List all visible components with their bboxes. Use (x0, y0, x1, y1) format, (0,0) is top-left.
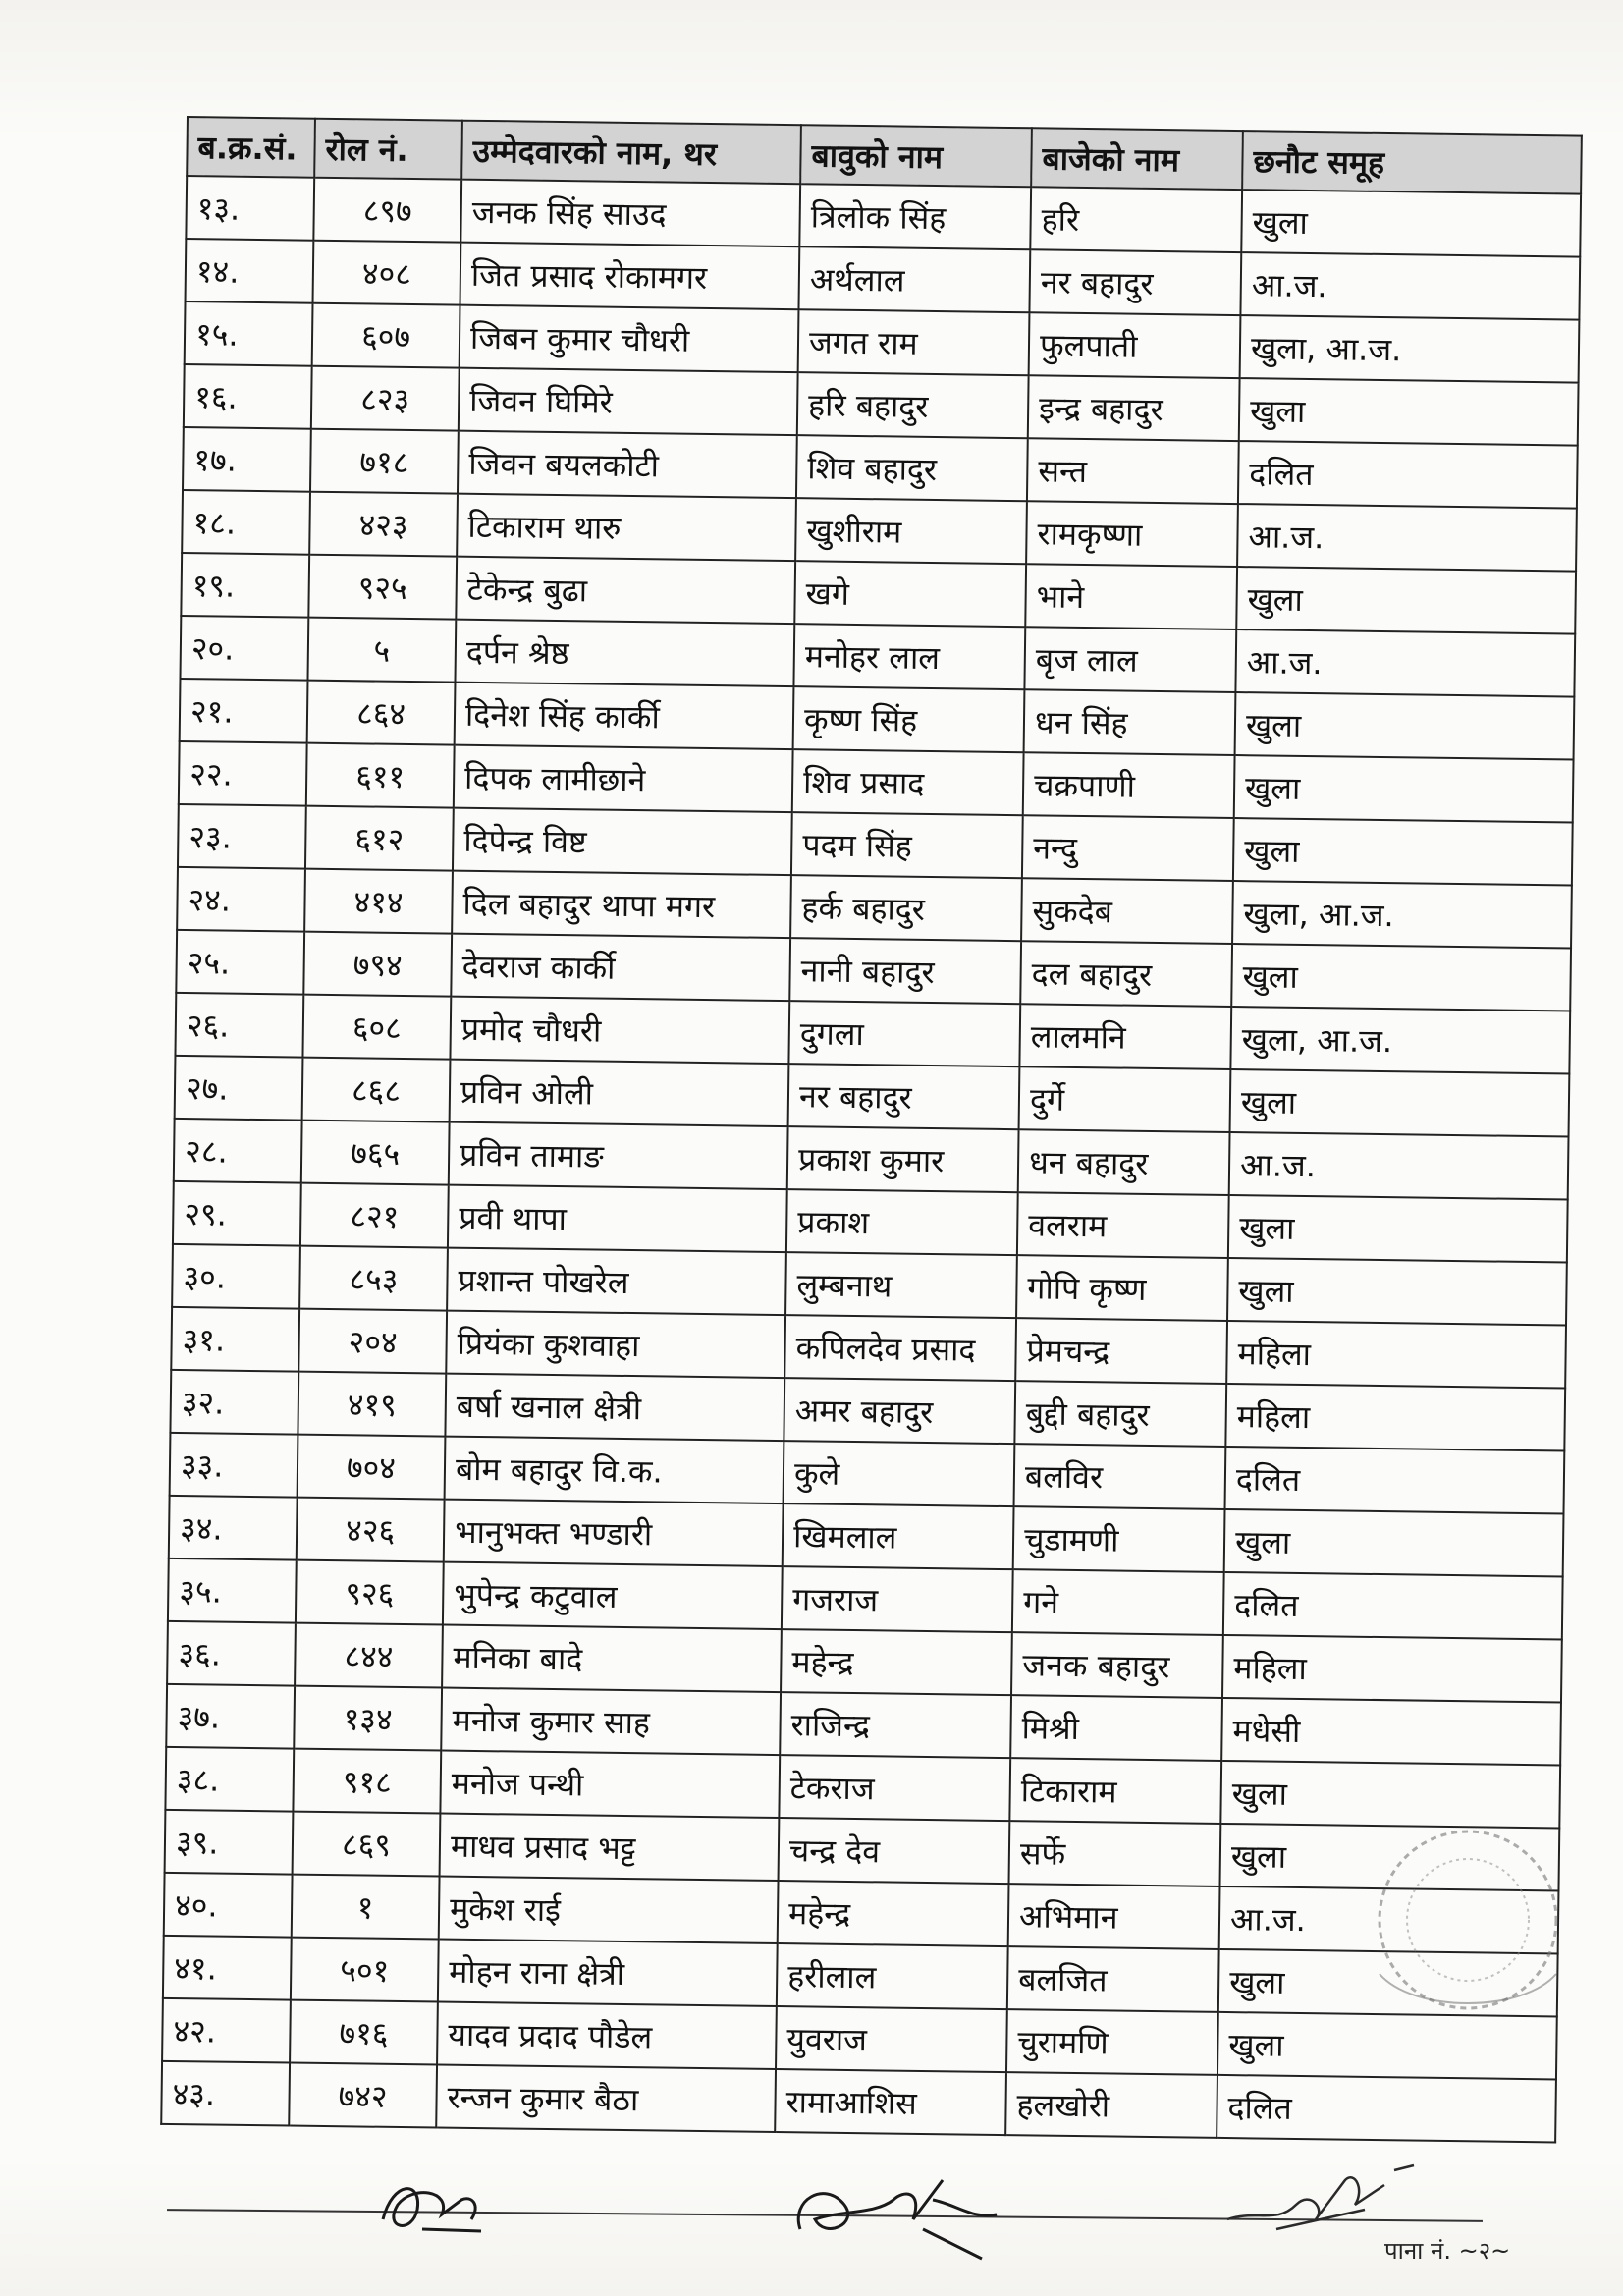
cell-candidate-name: दिनेश सिंह कार्की (455, 683, 794, 750)
cell-grandfather-name: धन सिंह (1024, 689, 1236, 755)
cell-serial: ३३. (170, 1433, 298, 1498)
cell-selection-group: खुला (1227, 1258, 1567, 1326)
cell-selection-group: खुला (1239, 378, 1579, 446)
signature-3 (1217, 2151, 1434, 2239)
cell-selection-group: मधेसी (1221, 1698, 1561, 1766)
cell-serial: १५. (185, 301, 313, 366)
cell-selection-group: खुला (1230, 1069, 1570, 1137)
cell-father-name: मनोहर लाल (793, 624, 1025, 689)
cell-father-name: चन्द्र देव (779, 1818, 1010, 1884)
cell-roll: ७१६ (290, 2000, 438, 2065)
cell-roll: ८५३ (299, 1246, 448, 1311)
cell-candidate-name: प्रशान्त पोखरेल (447, 1248, 786, 1316)
cell-roll: ९२५ (308, 555, 457, 620)
cell-roll: ४२६ (297, 1498, 445, 1562)
cell-serial: २७. (175, 1056, 303, 1121)
cell-selection-group: खुला, आ.ज. (1240, 315, 1580, 383)
cell-father-name: हरि बहादुर (797, 372, 1029, 438)
cell-grandfather-name: सन्त (1027, 438, 1239, 504)
cell-father-name: खुशीराम (795, 498, 1027, 564)
cell-father-name: खगे (794, 561, 1026, 627)
cell-candidate-name: यादव प्रदाद पौडेल (437, 2002, 777, 2070)
signature-2 (785, 2160, 1021, 2269)
cell-father-name: नानी बहादुर (789, 938, 1021, 1004)
cell-candidate-name: रन्जन कुमार बैठा (436, 2065, 776, 2133)
header-roll: रोल नं. (314, 119, 462, 180)
cell-roll: ५०१ (291, 1938, 439, 2002)
cell-selection-group: आ.ज. (1229, 1132, 1569, 1200)
cell-selection-group: आ.ज. (1235, 629, 1575, 697)
cell-father-name: कृष्ण सिंह (793, 686, 1025, 752)
cell-candidate-name: मनोज कुमार साह (441, 1688, 781, 1756)
cell-father-name: महेन्द्र (778, 1881, 1009, 1946)
cell-roll: ७४२ (289, 2063, 437, 2128)
cell-candidate-name: टिकाराम थारु (457, 494, 796, 562)
cell-father-name: त्रिलोक सिंह (799, 184, 1031, 249)
cell-grandfather-name: नन्दु (1022, 815, 1234, 881)
cell-serial: १४. (186, 239, 314, 303)
header-serial: ब.क्र.सं. (187, 117, 315, 178)
cell-candidate-name: प्रवी थापा (448, 1185, 787, 1253)
cell-father-name: शिव प्रसाद (792, 749, 1024, 815)
cell-serial: १३. (186, 176, 314, 241)
cell-candidate-name: जिबन कुमार चौधरी (460, 305, 799, 373)
cell-roll: ७६५ (301, 1121, 450, 1185)
cell-grandfather-name: नर बहादुर (1029, 249, 1241, 315)
cell-serial: ३६. (167, 1621, 296, 1686)
cell-serial: २९. (173, 1181, 301, 1246)
cell-selection-group: खुला (1219, 1824, 1559, 1891)
cell-candidate-name: मोहन राना क्षेत्री (438, 1940, 778, 2007)
cell-serial: २०. (180, 616, 308, 681)
cell-grandfather-name: लालमनि (1019, 1004, 1231, 1069)
cell-selection-group: खुला (1235, 692, 1575, 760)
cell-selection-group: खुला (1228, 1195, 1568, 1263)
cell-roll: २०४ (298, 1309, 447, 1374)
cell-grandfather-name: दुर्गे (1019, 1066, 1231, 1132)
cell-candidate-name: टेकेन्द्र बुढा (456, 557, 795, 625)
cell-father-name: महेन्द्र (781, 1629, 1012, 1695)
cell-selection-group: खुला, आ.ज. (1232, 881, 1572, 949)
cell-father-name: लुम्बनाथ (785, 1252, 1017, 1318)
cell-serial: ३१. (171, 1307, 299, 1372)
cell-candidate-name: प्रविन ओली (450, 1060, 789, 1127)
cell-candidate-name: बोम बहादुर वि.क. (445, 1437, 784, 1504)
cell-selection-group: आ.ज. (1219, 1886, 1559, 1954)
cell-roll: ४१४ (304, 869, 453, 934)
cell-grandfather-name: चक्रपाणी (1023, 752, 1235, 818)
cell-roll: ५ (307, 618, 456, 683)
cell-father-name: पदम सिंह (791, 812, 1023, 878)
cell-father-name: हर्क बहादुर (790, 875, 1022, 941)
cell-father-name: हरीलाल (777, 1943, 1008, 2009)
cell-serial: २६. (175, 993, 303, 1058)
cell-roll: ८४४ (295, 1623, 443, 1688)
cell-father-name: टेकराज (779, 1755, 1010, 1821)
cell-roll: १ (292, 1875, 440, 1940)
cell-selection-group: खुला (1220, 1761, 1560, 1829)
office-stamp (1355, 1817, 1581, 2033)
cell-candidate-name: भानुभक्त भण्डारी (444, 1500, 784, 1567)
cell-candidate-name: जनक सिंह साउद (460, 180, 800, 247)
cell-roll: ४१९ (298, 1372, 446, 1437)
header-grandfather-name: बाजेको नाम (1031, 128, 1243, 190)
cell-roll: ४२३ (309, 492, 458, 557)
cell-serial: ३७. (166, 1684, 295, 1749)
cell-serial: २५. (176, 930, 304, 995)
cell-selection-group: दलित (1223, 1572, 1563, 1640)
cell-father-name: शिव बहादुर (796, 435, 1028, 501)
cell-grandfather-name: भाने (1025, 564, 1237, 629)
cell-candidate-name: जित प्रसाद रोकामगर (460, 243, 800, 310)
cell-serial: ४३. (161, 2061, 290, 2126)
cell-father-name: प्रकाश (786, 1189, 1018, 1255)
cell-selection-group: खुला (1218, 1949, 1558, 2017)
cell-grandfather-name: इन्द्र बहादुर (1028, 375, 1240, 441)
cell-grandfather-name: हरि (1030, 187, 1242, 252)
cell-selection-group: खुला (1231, 944, 1571, 1011)
cell-grandfather-name: चुडामणी (1013, 1506, 1225, 1572)
cell-grandfather-name: सर्फे (1009, 1821, 1221, 1886)
cell-father-name: अर्थलाल (798, 246, 1030, 312)
cell-roll: ९१८ (293, 1749, 441, 1814)
cell-selection-group: आ.ज. (1240, 252, 1580, 320)
cell-roll: ६१२ (305, 806, 454, 871)
cell-selection-group: खुला (1236, 567, 1576, 634)
cell-grandfather-name: बुद्दी बहादुर (1014, 1381, 1226, 1447)
cell-roll: ४०८ (313, 241, 461, 305)
cell-grandfather-name: चुरामणि (1006, 2009, 1218, 2075)
cell-father-name: रामाआशिस (775, 2069, 1006, 2135)
cell-serial: २३. (178, 804, 306, 869)
cell-selection-group: दलित (1238, 441, 1578, 509)
cell-serial: ३५. (168, 1558, 297, 1623)
cell-grandfather-name: रामकृष्णा (1026, 501, 1238, 567)
cell-grandfather-name: गने (1012, 1569, 1224, 1635)
cell-roll: ८६४ (307, 681, 456, 745)
cell-grandfather-name: टिकाराम (1009, 1758, 1221, 1824)
header-father-name: बावुको नाम (800, 125, 1032, 187)
cell-serial: २४. (177, 867, 305, 932)
cell-grandfather-name: वलराम (1017, 1192, 1229, 1258)
page-number: पाना नं. ~२~ (1384, 2237, 1511, 2265)
cell-roll: ८२१ (300, 1183, 449, 1248)
cell-grandfather-name: दल बहादुर (1020, 941, 1232, 1007)
cell-father-name: नर बहादुर (788, 1064, 1020, 1129)
cell-roll: ८६८ (302, 1058, 451, 1122)
cell-selection-group: दलित (1217, 2075, 1556, 2143)
cell-serial: १७. (183, 427, 311, 492)
cell-serial: ३४. (169, 1496, 298, 1560)
cell-serial: ४१. (163, 1936, 292, 2000)
cell-father-name: खिमलाल (783, 1503, 1014, 1569)
cell-candidate-name: जिवन घिमिरे (459, 368, 798, 436)
cell-grandfather-name: हलखोरी (1005, 2072, 1217, 2138)
cell-roll: ८९७ (313, 178, 461, 243)
cell-roll: ८२३ (311, 366, 460, 431)
cell-selection-group: महिला (1222, 1635, 1562, 1703)
cell-grandfather-name: फुलपाती (1029, 312, 1241, 378)
cell-candidate-name: भुपेन्द्र कटुवाल (443, 1562, 783, 1630)
cell-grandfather-name: सुकदेब (1021, 878, 1233, 944)
cell-father-name: जगत राम (798, 309, 1030, 375)
cell-roll: ६०७ (312, 303, 460, 368)
cell-father-name: प्रकाश कुमार (787, 1126, 1019, 1192)
cell-roll: ९२६ (296, 1560, 444, 1625)
cell-candidate-name: दिपक लामीछाने (454, 745, 793, 813)
cell-selection-group: खुला (1234, 755, 1574, 823)
cell-selection-group: खुला (1224, 1509, 1564, 1577)
header-candidate-name: उम्मेदवारको नाम, थर (461, 121, 801, 185)
cell-father-name: अमर बहादुर (784, 1378, 1015, 1444)
cell-roll: १३४ (294, 1686, 442, 1751)
cell-grandfather-name: बलविर (1014, 1444, 1226, 1509)
cell-selection-group: आ.ज. (1237, 504, 1577, 572)
cell-candidate-name: दिल बहादुर थापा मगर (452, 871, 791, 939)
cell-roll: ६११ (306, 743, 455, 808)
cell-selection-group: खुला (1217, 2012, 1557, 2080)
cell-grandfather-name: गोपि कृष्ण (1016, 1255, 1228, 1321)
cell-father-name: युवराज (776, 2006, 1007, 2072)
cell-serial: ४०. (164, 1873, 293, 1938)
cell-candidate-name: दर्पन श्रेष्ठ (455, 620, 794, 687)
cell-roll: ७९४ (303, 932, 452, 997)
cell-serial: २२. (179, 741, 307, 806)
cell-roll: ६०८ (302, 995, 451, 1060)
cell-candidate-name: मनोज पन्थी (440, 1751, 780, 1819)
cell-grandfather-name: धन बहादुर (1018, 1129, 1230, 1195)
cell-serial: १६. (184, 364, 312, 429)
cell-candidate-name: दिपेन्द्र विष्ट (453, 808, 792, 876)
cell-grandfather-name: बलजित (1007, 1946, 1219, 2012)
cell-father-name: कपिलदेव प्रसाद (784, 1315, 1016, 1381)
cell-selection-group: खुला (1233, 818, 1573, 886)
cell-candidate-name: प्रियंका कुशवाहा (446, 1311, 785, 1379)
cell-serial: ३९. (165, 1810, 294, 1875)
cell-selection-group: महिला (1226, 1321, 1566, 1389)
cell-candidate-name: मुकेश राई (439, 1877, 779, 1944)
cell-candidate-name: देवराज कार्की (451, 934, 790, 1002)
cell-father-name: गजराज (782, 1566, 1013, 1632)
cell-serial: ४२. (162, 1998, 291, 2063)
cell-grandfather-name: जनक बहादुर (1011, 1632, 1223, 1698)
signature-1 (363, 2160, 501, 2249)
cell-serial: २८. (174, 1119, 302, 1183)
cell-father-name: कुले (784, 1441, 1015, 1506)
cell-father-name: दुगला (788, 1001, 1020, 1066)
cell-grandfather-name: अभिमान (1008, 1884, 1220, 1949)
cell-candidate-name: मनिका बादे (442, 1625, 782, 1693)
cell-roll: ७०४ (298, 1435, 446, 1500)
cell-grandfather-name: मिश्री (1010, 1695, 1222, 1761)
cell-grandfather-name: बृज लाल (1024, 627, 1236, 692)
cell-serial: २१. (180, 679, 308, 743)
cell-candidate-name: बर्षा खनाल क्षेत्री (445, 1374, 784, 1442)
cell-serial: १८. (182, 490, 310, 555)
cell-roll: ८६९ (293, 1812, 441, 1877)
cell-selection-group: महिला (1225, 1384, 1565, 1451)
cell-candidate-name: माधव प्रसाद भट्ट (440, 1814, 780, 1882)
cell-selection-group: दलित (1225, 1447, 1565, 1514)
header-selection-group: छनौट समूह (1242, 131, 1582, 194)
cell-selection-group: खुला (1241, 190, 1581, 257)
cell-serial: ३०. (172, 1244, 300, 1309)
cell-grandfather-name: प्रेमचन्द्र (1015, 1318, 1227, 1384)
cell-serial: ३८. (165, 1747, 294, 1812)
cell-selection-group: खुला, आ.ज. (1230, 1007, 1570, 1074)
cell-serial: १९. (181, 553, 309, 618)
cell-serial: ३२. (170, 1370, 298, 1435)
cell-candidate-name: जिवन बयलकोटी (458, 431, 797, 499)
cell-father-name: राजिन्द्र (780, 1692, 1011, 1758)
cell-candidate-name: प्रविन तामाङ (449, 1122, 788, 1190)
cell-roll: ७१८ (310, 429, 459, 494)
cell-candidate-name: प्रमोद चौधरी (450, 997, 789, 1065)
